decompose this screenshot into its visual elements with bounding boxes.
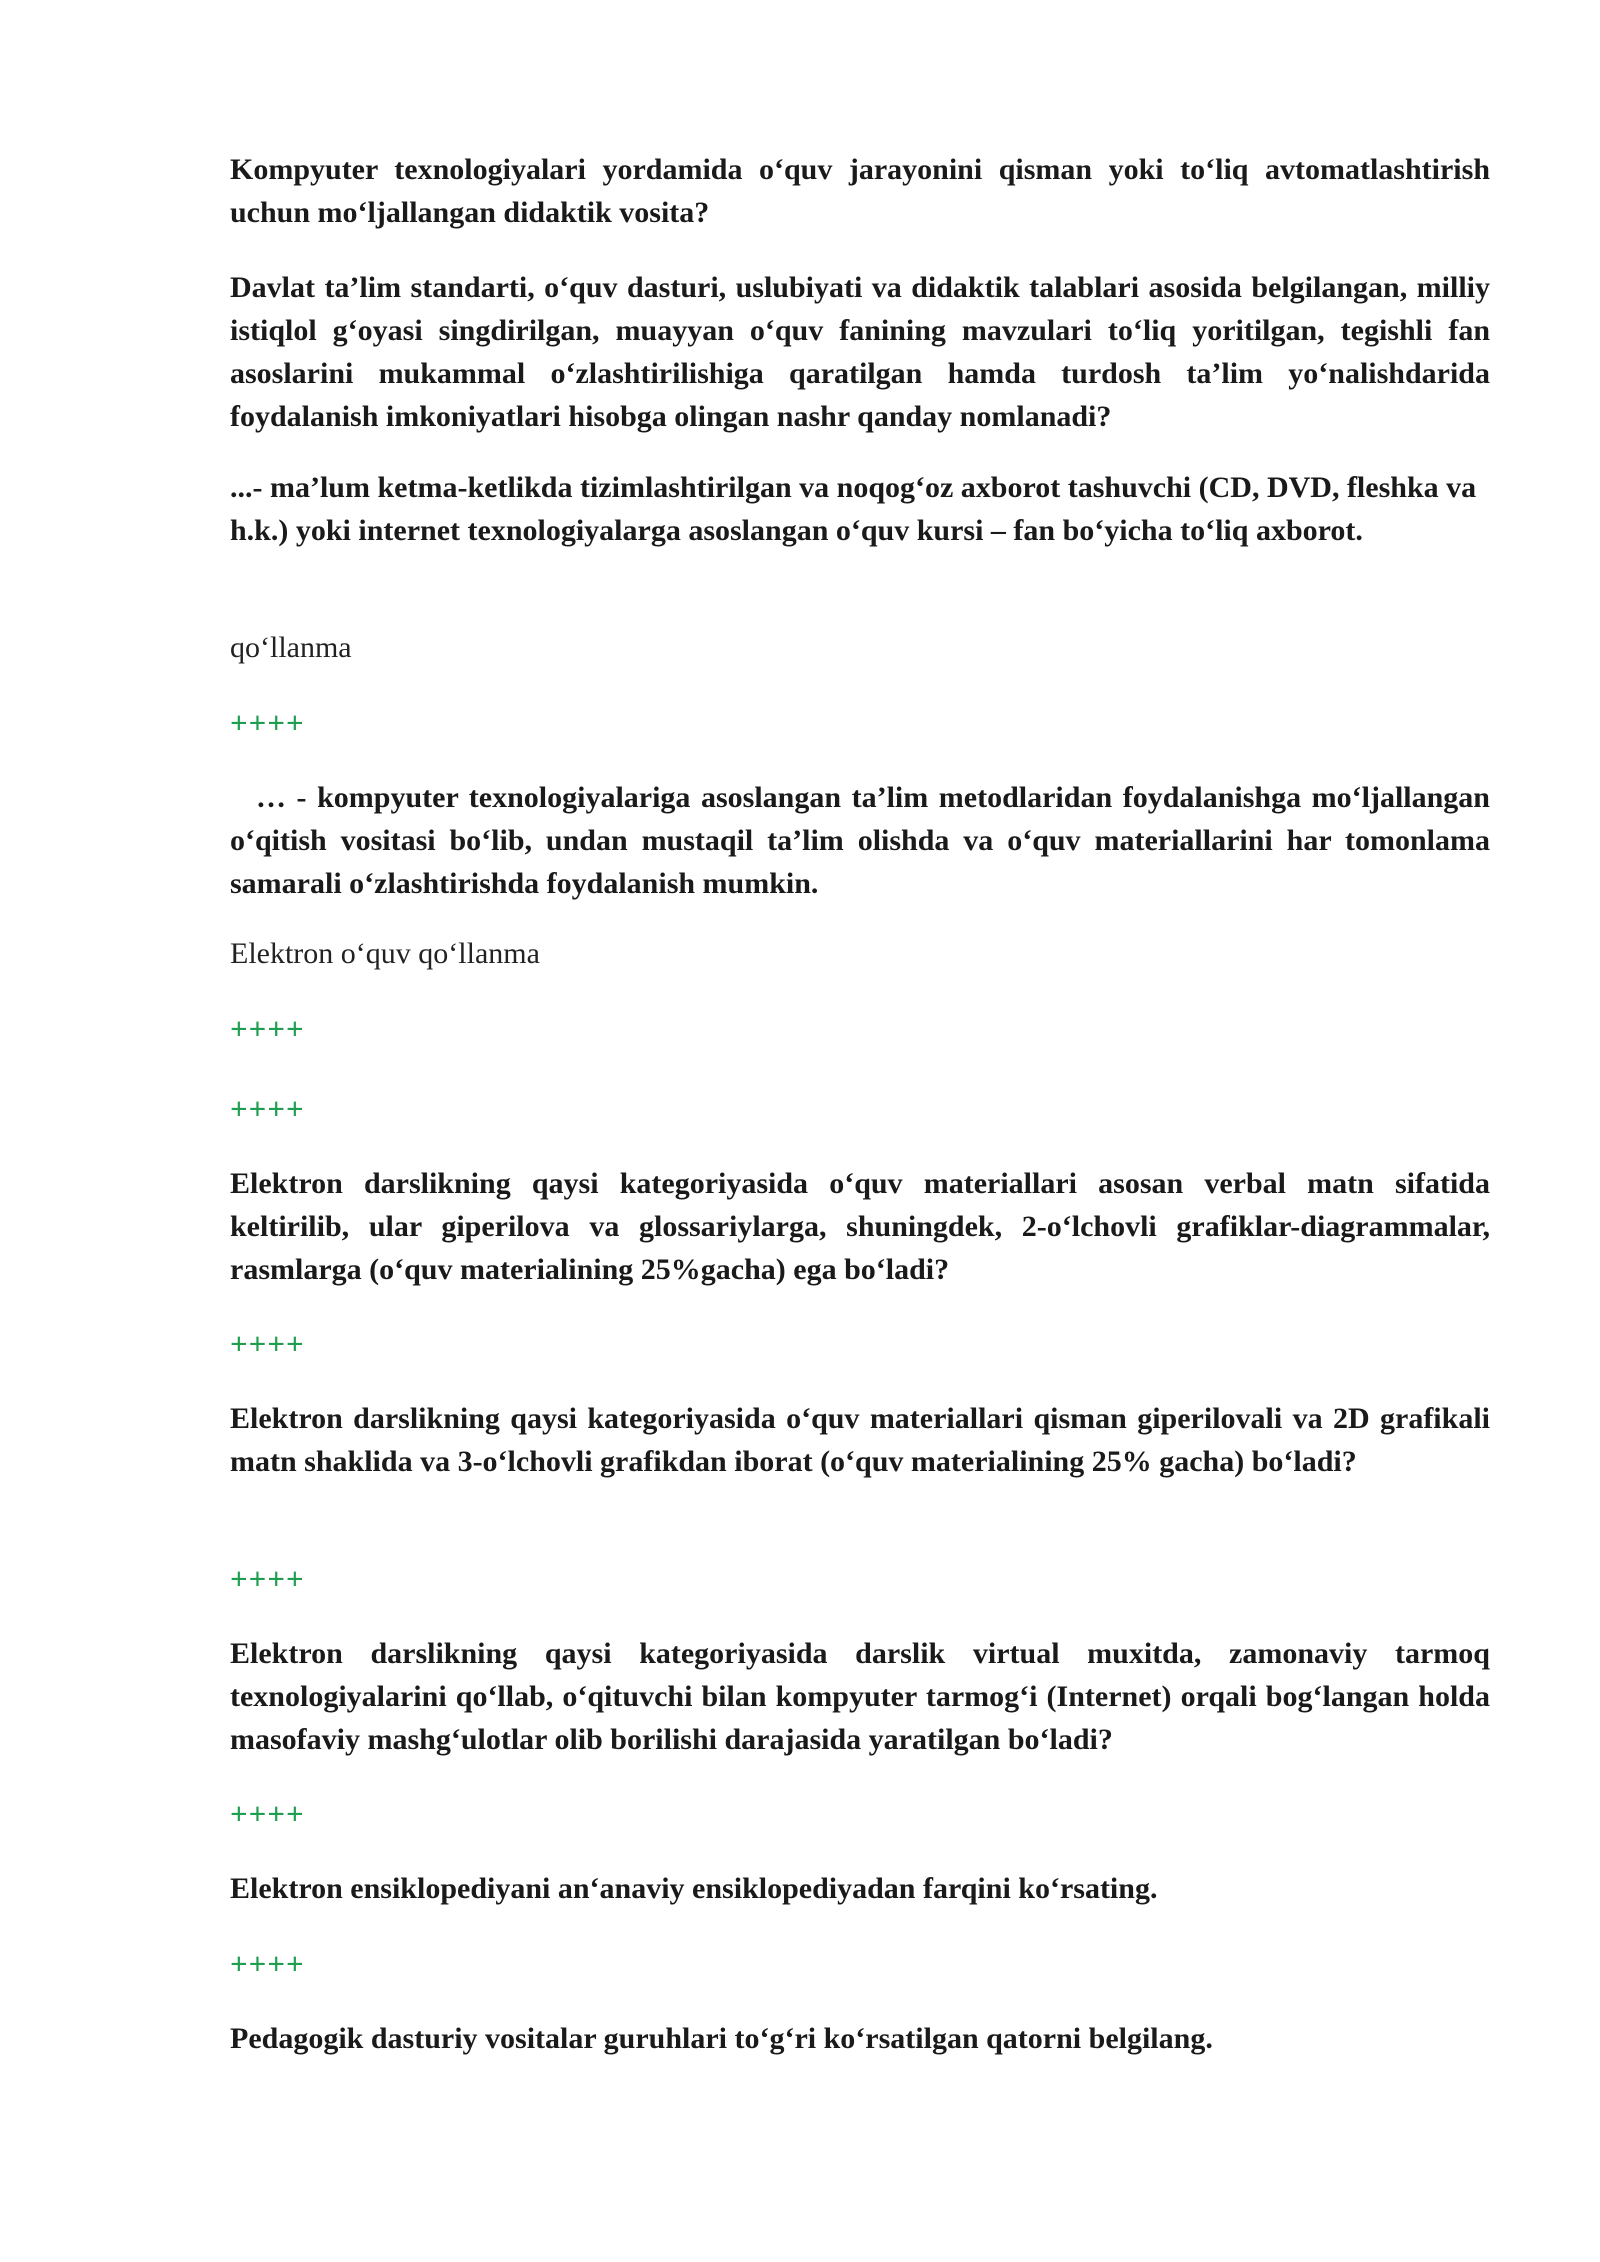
question-text: Elektron darslikning qaysi kategoriyasida o‘quv materiallari qisman giperilovali va 2D grafikali matn shaklida va 3-o‘lchovli grafikdan iborat (o‘quv materialining 25% gacha) bo‘ladi? [230, 1402, 1490, 1478]
question-text: Kompyuter texnologiyalari yordamida o‘quv jarayonini qisman yoki to‘liq avtomatlashtirish uchun mo‘ljallangan didaktik vosita? [230, 153, 1490, 229]
question-text: Elektron darslikning qaysi kategoriyasida darslik virtual muxitda, zamonaviy tarmoq texnologiyalarini qo‘llab, o‘qituvchi bilan kompyuter tarmog‘i (Internet) orqali bog‘langan holda masofaviy mashg‘ulotlar olib borilishi darajasida yaratilgan bo‘ladi? [230, 1637, 1490, 1756]
answer-marker: ++++ [230, 1796, 305, 1831]
question-text: Davlat ta’lim standarti, o‘quv dasturi, uslubiyati va didaktik talablari asosida belgilangan, milliy istiqlol g‘oyasi singdirilgan, muayyan o‘quv fanining mavzulari to‘liq yoritilgan, tegishli fan asoslarini mukammal o‘zlashtirilishiga qaratilgan hamda turdosh ta’lim yo‘nalishdarida foydalanish imkoniyatlari hisobga olingan nashr qanday nomlanadi? [230, 271, 1490, 433]
answer-text: Elektron o‘quv qo‘llanma [230, 937, 540, 970]
question-text: Pedagogik dasturiy vositalar guruhlari to‘g‘ri ko‘rsatilgan qatorni belgilang. [230, 2022, 1213, 2055]
question-text: Elektron ensiklopediyani an‘anaviy ensiklopediyadan farqini ko‘rsating. [230, 1872, 1158, 1905]
answer-marker: ++++ [230, 1561, 305, 1596]
question-text: Elektron darslikning qaysi kategoriyasida o‘quv materiallari asosan verbal matn sifatida keltirilib, ular giperilova va glossariylarga, shuningdek, 2-o‘lchovli grafiklar-diagrammalar, rasmlarga (o‘quv materialining 25%gacha) ega bo‘ladi? [230, 1167, 1490, 1286]
answer-marker: ++++ [230, 705, 305, 740]
answer-marker: ++++ [230, 1091, 305, 1126]
answer-marker: ++++ [230, 1946, 305, 1981]
question-text: … - kompyuter texnologiyalariga asoslangan ta’lim metodlaridan foydalanishga mo‘ljallangan o‘qitish vositasi bo‘lib, undan mustaqil ta’lim olishda va o‘quv materiallarini har tomonlama samarali o‘zlashtirishda foydalanish mumkin. [230, 781, 1490, 900]
question-text: ...- ma’lum ketma-ketlikda tizimlashtirilgan va noqog‘oz axborot tashuvchi (CD, DVD, fleshka va h.k.) yoki internet texnologiyalarga asoslangan o‘quv kursi – fan bo‘yicha to‘liq axborot. [230, 471, 1477, 547]
answer-text: qo‘llanma [230, 631, 352, 664]
answer-marker: ++++ [230, 1326, 305, 1361]
answer-marker: ++++ [230, 1011, 305, 1046]
